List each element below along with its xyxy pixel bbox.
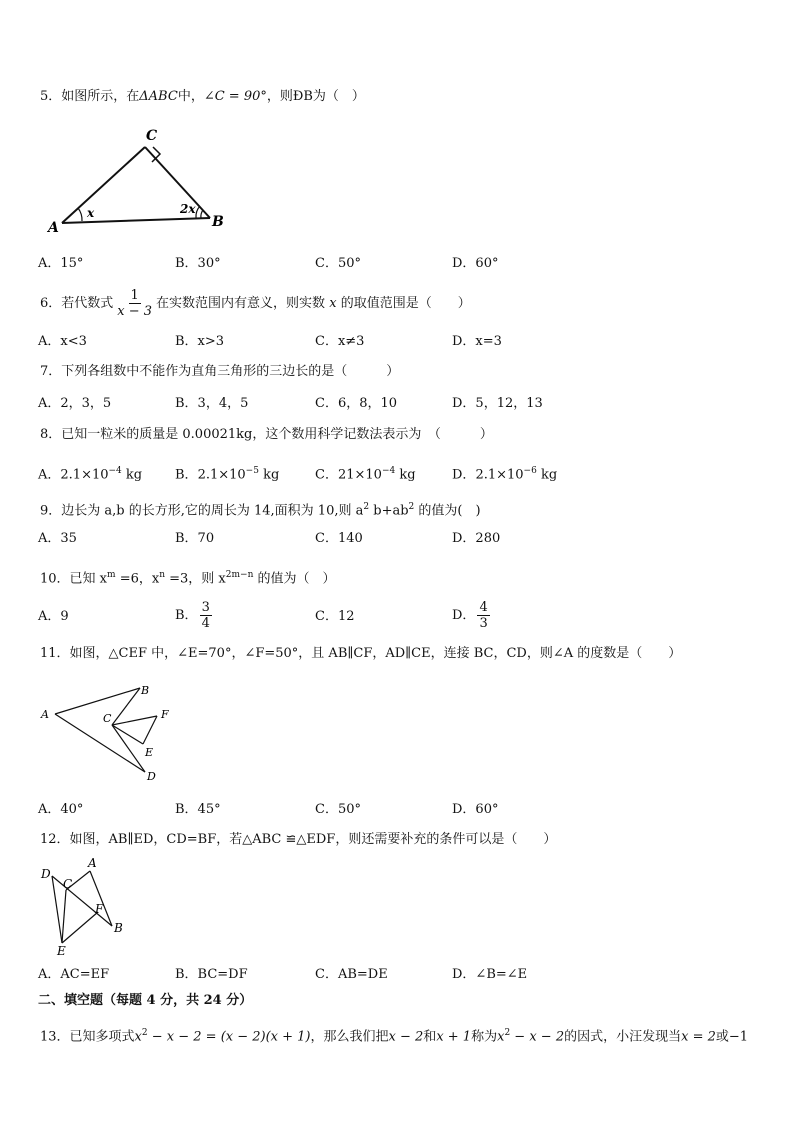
question-12-stem: 12．如图，AB∥ED，CD=BF，若△ABC ≌△EDF，则还需要补充的条件可以是（ ） [40, 832, 557, 847]
q9-option-a[interactable]: A．35 [38, 531, 77, 546]
q12-option-a[interactable]: A．AC=EF [38, 967, 110, 982]
fig11-label-b: B [141, 684, 150, 697]
triangle-abc: ΔABC [139, 89, 178, 104]
fig12-label-b: B [114, 921, 123, 935]
q6-option-d[interactable]: D．x=3 [452, 334, 502, 349]
q5-option-c[interactable]: C．50° [315, 256, 361, 271]
question-10-stem: 10．已知 $x^m =6$，$x^n =3$，则 $x^{2m-n}$ 的值为（ ） [40, 570, 336, 587]
q7-option-b[interactable]: B．3，4，5 [175, 396, 249, 411]
question-7-stem: 7．下列各组数中不能作为直角三角形的三边长的是（ ） [40, 364, 400, 379]
fig11-label-d: D [147, 770, 156, 783]
question-6-stem: 6．若代数式 $\frac{1}{x - 3}$ 在实数范围内有意义，则实数 x 的取值范围是（ ） [40, 288, 471, 319]
q11-option-b[interactable]: B．45° [175, 802, 221, 817]
q9-option-d[interactable]: D．280 [452, 531, 501, 546]
q6-fraction: $\frac{1}{x - 3}$ [117, 288, 153, 319]
fig5-label-a: A [48, 220, 59, 236]
q8-option-d[interactable]: D．$2.1\times 10^{-6}$ kg [452, 466, 558, 483]
fig12-label-d: D [41, 867, 51, 881]
q5-option-b[interactable]: B．30° [175, 256, 221, 271]
fig11-label-f: F [161, 708, 169, 721]
fig5-label-c: C [146, 128, 158, 144]
q5-option-a[interactable]: A．15° [38, 256, 84, 271]
q12-option-b[interactable]: B．BC=DF [175, 967, 248, 982]
q12-option-d[interactable]: D．∠B=∠E [452, 967, 528, 982]
q5-option-d[interactable]: D．60° [452, 256, 499, 271]
fig12-label-f: F [95, 902, 104, 916]
fig12-label-c: C [63, 877, 73, 891]
section-heading-fill-in: 二、填空题（每题 4 分，共 24 分） [38, 993, 253, 1008]
fig12-label-e: E [57, 944, 66, 958]
question-11-stem: 11．如图，△CEF 中，∠E=70°，∠F=50°，且 AB∥CF，AD∥CE，连接 BC，CD，则∠A 的度数是（ ） [40, 646, 682, 661]
q7-option-c[interactable]: C．6，8，10 [315, 396, 398, 411]
q10-option-a[interactable]: A．9 [38, 609, 69, 624]
fig5-angle-b: 2x [180, 202, 196, 216]
q11-option-c[interactable]: C．50° [315, 802, 361, 817]
q9-option-b[interactable]: B．70 [175, 531, 215, 546]
q7-option-d[interactable]: D．5，12，13 [452, 396, 543, 411]
question-9-stem: 9．边长为 a,b 的长方形,它的周长为 14,面积为 10,则 $a^2$ $b+ab^2$ 的值为( ) [40, 502, 481, 519]
q7-option-a[interactable]: A．2，3，5 [38, 396, 112, 411]
fig5-label-b: B [212, 214, 224, 230]
q10-option-c[interactable]: C．12 [315, 609, 355, 624]
question-13-stem: 13．已知多项式$x^2 - x - 2 = (x - 2)(x + 1)$，那么我们把x − 2和x + 1称为$x^2 - x - 2$的因式，小汪发现当x = 2或−1 [40, 1028, 749, 1045]
question-8-stem: 8．已知一粒米的质量是 0.00021kg，这个数用科学记数法表示为 （ ） [40, 427, 493, 442]
fig5-angle-a: x [87, 206, 95, 220]
q6-option-a[interactable]: A．x<3 [38, 334, 87, 349]
q12-option-c[interactable]: C．AB=DE [315, 967, 388, 982]
q11-option-a[interactable]: A．40° [38, 802, 84, 817]
q8-option-a[interactable]: A．$2.1\times 10^{-4}$ kg [38, 466, 143, 483]
q9-option-c[interactable]: C．140 [315, 531, 363, 546]
q8-option-b[interactable]: B．$2.1\times 10^{-5}$ kg [175, 466, 280, 483]
angle-c-right: ∠C = 90° [203, 89, 267, 104]
fig12-label-a: A [88, 856, 97, 870]
question-5-stem: 5．如图所示，在ΔABC中，∠C = 90°，则ÐB为（ ） [40, 89, 365, 104]
fig11-label-e: E [145, 746, 154, 759]
q8-option-c[interactable]: C．$21\times 10^{-4}$ kg [315, 466, 416, 483]
q6-option-c[interactable]: C．x≠3 [315, 334, 365, 349]
q6-option-b[interactable]: B．x>3 [175, 334, 225, 349]
q11-option-d[interactable]: D．60° [452, 802, 499, 817]
fig11-label-c: C [103, 712, 112, 725]
fig11-label-a: A [41, 708, 49, 721]
q10-option-d[interactable]: D． $\frac{4}{3}$ [452, 600, 488, 631]
q10-option-b[interactable]: B． $\frac{3}{4}$ [175, 600, 210, 631]
